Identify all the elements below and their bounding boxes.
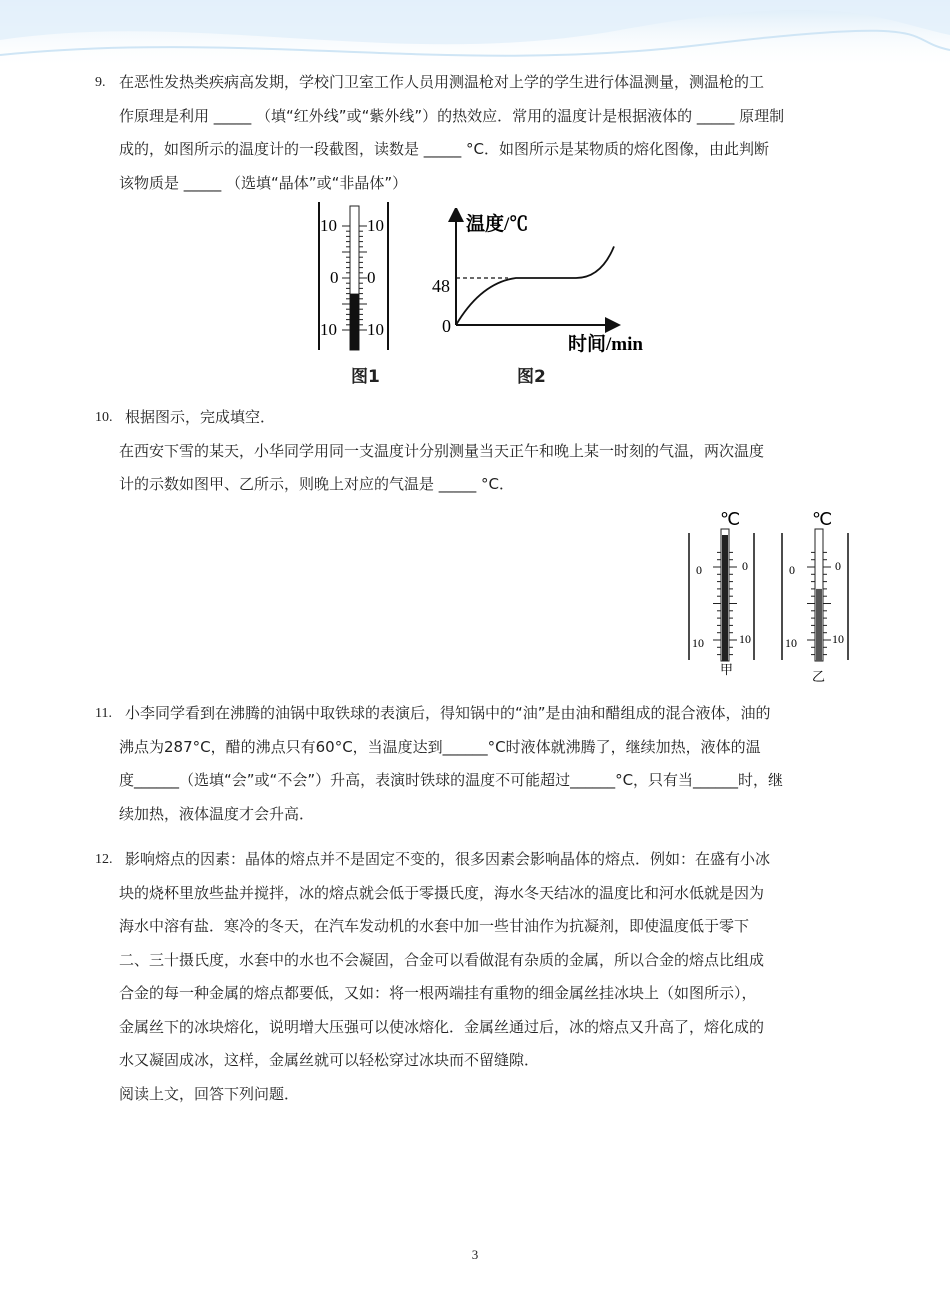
fig2-plateau-label: 48 xyxy=(432,276,450,296)
question-9 xyxy=(95,66,860,200)
jia-liquid-column xyxy=(722,535,728,661)
fig1-label-left-top: 10 xyxy=(320,216,337,235)
fig1-label-right-mid: 0 xyxy=(367,268,376,287)
question-number: 12. xyxy=(95,852,113,867)
question-line: 沸点为287°C，醋的沸点只有60°C，当温度达到______°C时液体就沸腾了，继续加热，液体的温 xyxy=(119,737,761,756)
question-line: 块的烧杯里放些盐并搅拌，冰的熔点就会低于零摄氏度，海水冬天结冰的温度比和河水低就是因为 xyxy=(119,883,765,902)
jia-unit-label: ℃ xyxy=(720,509,741,529)
figure-thermometers-jia-yi xyxy=(682,505,857,685)
fig2-y-label: 温度/℃ xyxy=(466,214,529,235)
question-12 xyxy=(95,843,860,1111)
question-line: 作原理是利用 _____ （填“红外线”或“紫外线”）的热效应．常用的温度计是根据液体的 _____ 原理制 xyxy=(119,106,785,125)
question-number: 10. xyxy=(95,410,113,425)
question-line: 计的示数如图甲、乙所示，则晚上对应的气温是 _____ °C． xyxy=(119,475,515,493)
yi-unit-label: ℃ xyxy=(812,509,833,529)
header-wave-decoration xyxy=(0,0,950,70)
question-line: 水又凝固成冰，这样，金属丝就可以轻松穿过冰块而不留缝隙． xyxy=(119,1051,540,1069)
figure-2-melting-graph xyxy=(428,208,658,358)
question-number: 11. xyxy=(95,706,112,721)
fig2-curve-line xyxy=(456,246,614,325)
question-line: 成的，如图所示的温度计的一段截图，读数是 _____ °C．如图所示是某物质的熔化图像，由此判断 xyxy=(119,140,770,158)
question-10 xyxy=(95,401,860,502)
fig1-label-right-bottom: 10 xyxy=(367,320,384,339)
question-line: 该物质是 _____ （选填“晶体”或“非晶体”） xyxy=(119,173,408,192)
fig1-label-left-mid: 0 xyxy=(330,268,339,287)
question-line: 小李同学看到在沸腾的油锅中取铁球的表演后，得知锅中的“油”是由油和醋组成的混合液体，油的 xyxy=(125,704,771,722)
fig1-label-right-top: 10 xyxy=(367,216,384,235)
yi-liquid-column xyxy=(816,589,822,661)
figure-2-caption: 图2 xyxy=(517,367,546,387)
question-number: 9. xyxy=(95,75,106,90)
yi-label-right-bottom: 10 xyxy=(832,632,844,646)
page-number: 3 xyxy=(471,1247,479,1262)
question-line: 阅读上文，回答下列问题． xyxy=(119,1084,300,1103)
figure-1-caption: 图1 xyxy=(351,367,380,387)
question-line: 续加热，液体温度才会升高． xyxy=(119,804,315,823)
yi-label-left-bottom: 10 xyxy=(785,636,797,650)
jia-label-left-top: 0 xyxy=(696,563,702,577)
question-line: 度______（选填“会”或“不会”）升高，表演时铁球的温度不可能超过______°C，只有当______时，继 xyxy=(119,771,784,789)
question-line: 金属丝下的冰块熔化，说明增大压强可以使冰熔化．金属丝通过后，冰的熔点又升高了，熔化成的 xyxy=(119,1017,765,1036)
jia-caption: 甲 xyxy=(720,662,734,677)
question-line: 在恶性发热类疾病高发期，学校门卫室工作人员用测温枪对上学的学生进行体温测量，测温枪的工 xyxy=(119,73,765,91)
question-line: 合金的每一种金属的熔点都要低，又如：将一根两端挂有重物的细金属丝挂冰块上（如图所示）， xyxy=(119,984,757,1002)
question-line: 影响熔点的因素：晶体的熔点并不是固定不变的，很多因素会影响晶体的熔点．例如：在盛有小冰 xyxy=(125,850,771,868)
question-line: 根据图示，完成填空． xyxy=(125,408,276,426)
jia-label-right-top: 0 xyxy=(742,559,748,573)
yi-label-right-top: 0 xyxy=(835,559,841,573)
question-11 xyxy=(95,697,860,831)
fig1-label-left-bottom: 10 xyxy=(320,320,337,339)
question-line: 二、三十摄氏度，水套中的水也不会凝固，合金可以看做混有杂质的金属，所以合金的熔点比组成 xyxy=(119,950,765,969)
yi-label-left-top: 0 xyxy=(789,563,795,577)
yi-caption: 乙 xyxy=(812,669,826,684)
figure-1-thermometer xyxy=(312,200,397,355)
jia-label-right-bottom: 10 xyxy=(739,632,751,646)
question-line: 在西安下雪的某天，小华同学用同一支温度计分别测量当天正午和晚上某一时刻的气温，两次温度 xyxy=(119,441,765,460)
question-line: 海水中溶有盐．寒冷的冬天，在汽车发动机的水套中加一些甘油作为抗凝剂，即使温度低于零下 xyxy=(119,917,750,935)
fig1-liquid-column xyxy=(350,294,359,350)
fig2-x-label: 时间/min xyxy=(568,334,643,355)
fig2-origin-label: 0 xyxy=(442,316,451,336)
jia-label-left-bottom: 10 xyxy=(692,636,704,650)
